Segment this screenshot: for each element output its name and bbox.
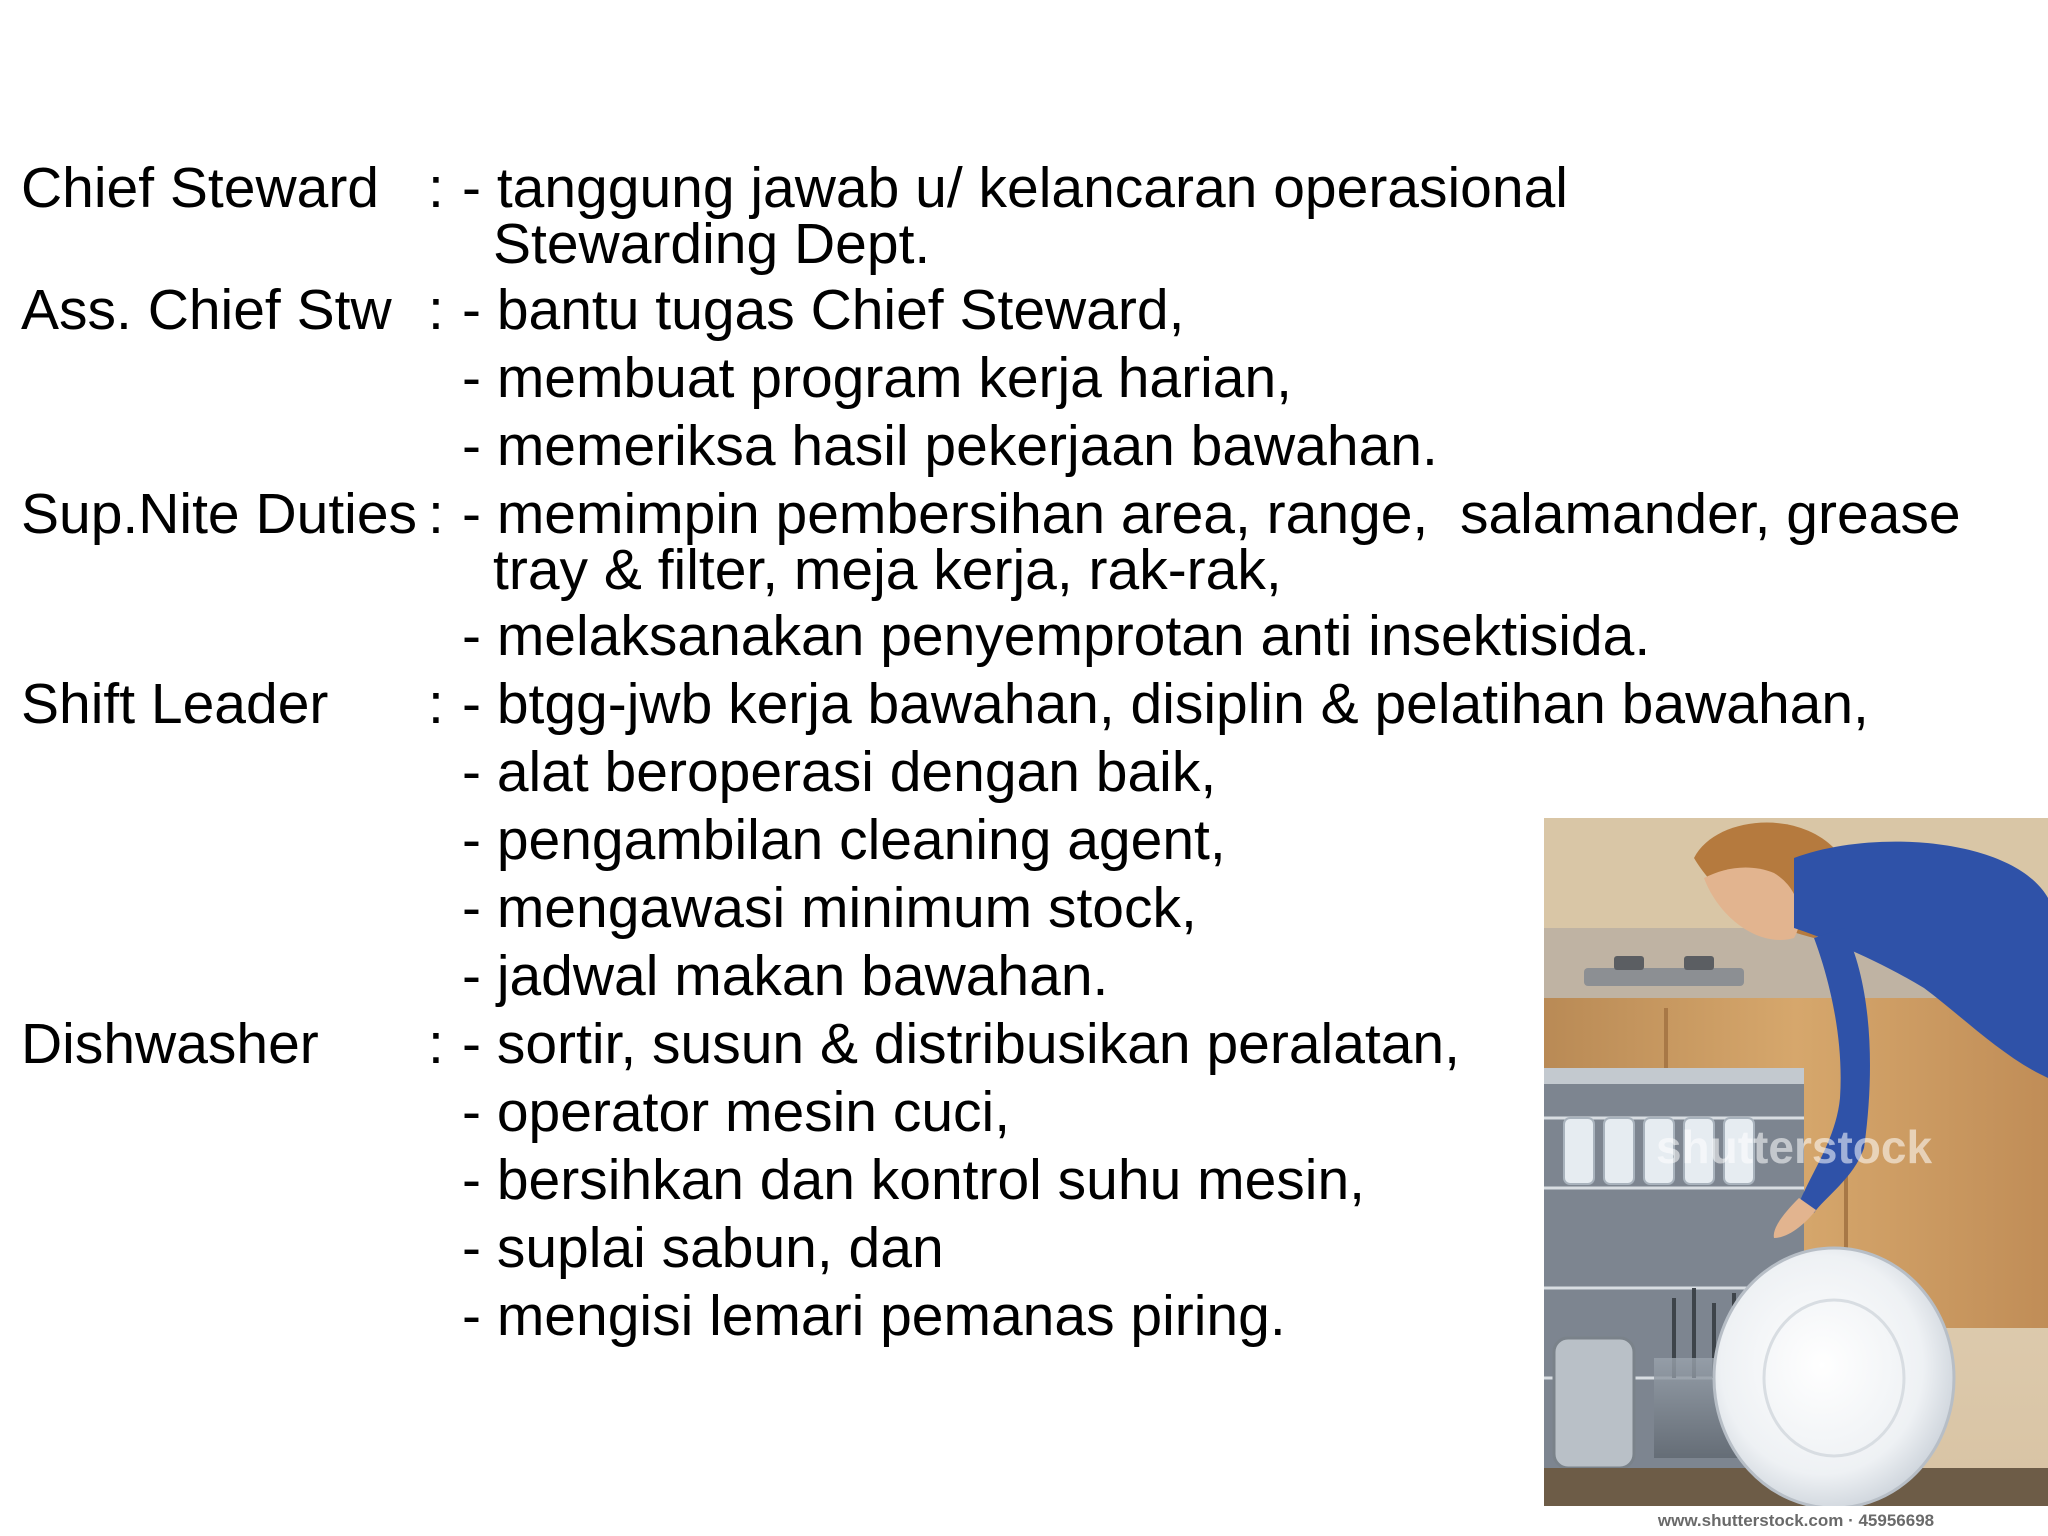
dishwasher-photo [1544, 818, 2048, 1506]
duty-item: - membuat program kerja harian, [462, 346, 1293, 410]
duty-item: - pengambilan cleaning agent, [462, 808, 1226, 872]
duty-item: - jadwal makan bawahan. [462, 944, 1109, 1008]
duty-item: - memimpin pembersihan area, range, salamander, grease [462, 482, 1961, 546]
duty-item: - melaksanakan penyemprotan anti insektisida. [462, 604, 1651, 668]
duty-item: - suplai sabun, dan [462, 1216, 944, 1280]
role-title-shift-leader: Shift Leader [21, 672, 329, 736]
role-separator: : [428, 156, 444, 220]
role-title-ass-chief-stw: Ass. Chief Stw [21, 278, 392, 342]
role-separator: : [428, 278, 444, 342]
role-separator: : [428, 482, 444, 546]
role-title-dishwasher: Dishwasher [21, 1012, 319, 1076]
duty-item-continuation: Stewarding Dept. [493, 212, 931, 276]
duty-item: - sortir, susun & distribusikan peralatan, [462, 1012, 1460, 1076]
duty-item: - tanggung jawab u/ kelancaran operasional [462, 156, 1568, 220]
watermark-text: shutterstock [1655, 1121, 1933, 1173]
role-title-chief-steward: Chief Steward [21, 156, 380, 220]
role-separator: : [428, 1012, 444, 1076]
duty-item: - mengisi lemari pemanas piring. [462, 1284, 1286, 1348]
role-separator: : [428, 672, 444, 736]
duty-item: - btgg-jwb kerja bawahan, disiplin & pelatihan bawahan, [462, 672, 1869, 736]
duty-item: - alat beroperasi dengan baik, [462, 740, 1217, 804]
duty-item: - mengawasi minimum stock, [462, 876, 1197, 940]
duty-item: - operator mesin cuci, [462, 1080, 1011, 1144]
duty-item-continuation: tray & filter, meja kerja, rak-rak, [493, 538, 1282, 602]
duty-item: - bantu tugas Chief Steward, [462, 278, 1185, 342]
duty-item: - bersihkan dan kontrol suhu mesin, [462, 1148, 1365, 1212]
duty-item: - memeriksa hasil pekerjaan bawahan. [462, 414, 1438, 478]
photo-caption: www.shutterstock.com · 45956698 [1544, 1506, 2048, 1536]
role-title-sup-nite-duties: Sup.Nite Duties [21, 482, 418, 546]
